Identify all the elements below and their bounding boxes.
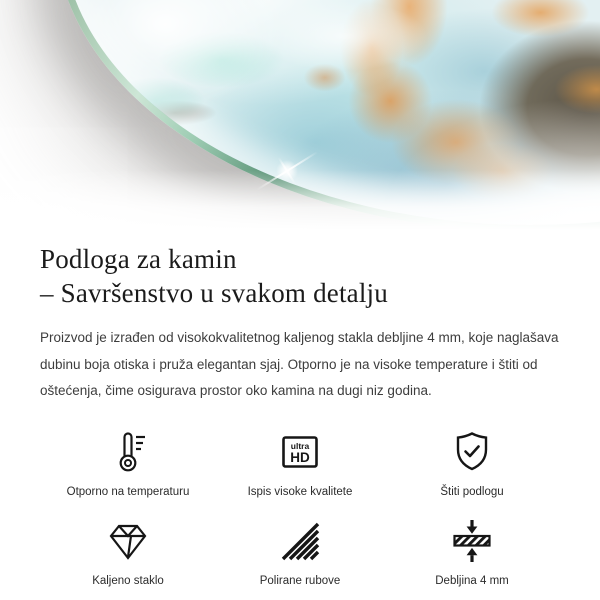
- feature-polished-edges: [214, 517, 386, 588]
- product-description: Proizvod je izrađen od visokokvalitetnog kaljenog stakla debljine 4 mm, koje naglašava dubinu boja otiska i pruža elegantan sjaj. Otporno je na visoke temperature i štiti od oštećenja, čime osigurava prostor oko kamina na dugi niz godina.: [40, 330, 559, 398]
- feature-print-quality: [214, 428, 386, 499]
- product-photo: [0, 0, 600, 238]
- features-grid: [42, 428, 558, 588]
- thermometer-icon: [104, 428, 152, 476]
- feature-label: Otporno na temperaturu: [66, 485, 190, 498]
- ultra-hd-icon: [276, 428, 324, 476]
- title-line-1: Podloga za kamin: [40, 244, 237, 274]
- page-title: [40, 242, 560, 310]
- photo-white-fade: [0, 170, 600, 238]
- ultra-hd-icon-text-top: ultra: [290, 440, 310, 451]
- ultra-hd-icon-text-bottom: HD: [290, 449, 310, 465]
- feature-label: Kaljeno staklo: [92, 574, 164, 587]
- diamond-icon: [104, 517, 152, 565]
- title-line-2: – Savršenstvo u svakom detalju: [40, 278, 388, 308]
- polished-edges-icon: [276, 517, 324, 565]
- feature-label: Debljina 4 mm: [435, 574, 509, 587]
- shield-check-icon: [448, 428, 496, 476]
- thickness-icon: [448, 517, 496, 565]
- feature-label: Polirane rubove: [259, 574, 341, 587]
- feature-protects: [386, 428, 558, 499]
- feature-label: Ispis visoke kvalitete: [247, 485, 353, 498]
- feature-label: Štiti podlogu: [440, 485, 504, 498]
- feature-temperature: [42, 428, 214, 499]
- feature-thickness: [386, 517, 558, 588]
- feature-tempered-glass: [42, 517, 214, 588]
- product-info-section: [0, 242, 600, 588]
